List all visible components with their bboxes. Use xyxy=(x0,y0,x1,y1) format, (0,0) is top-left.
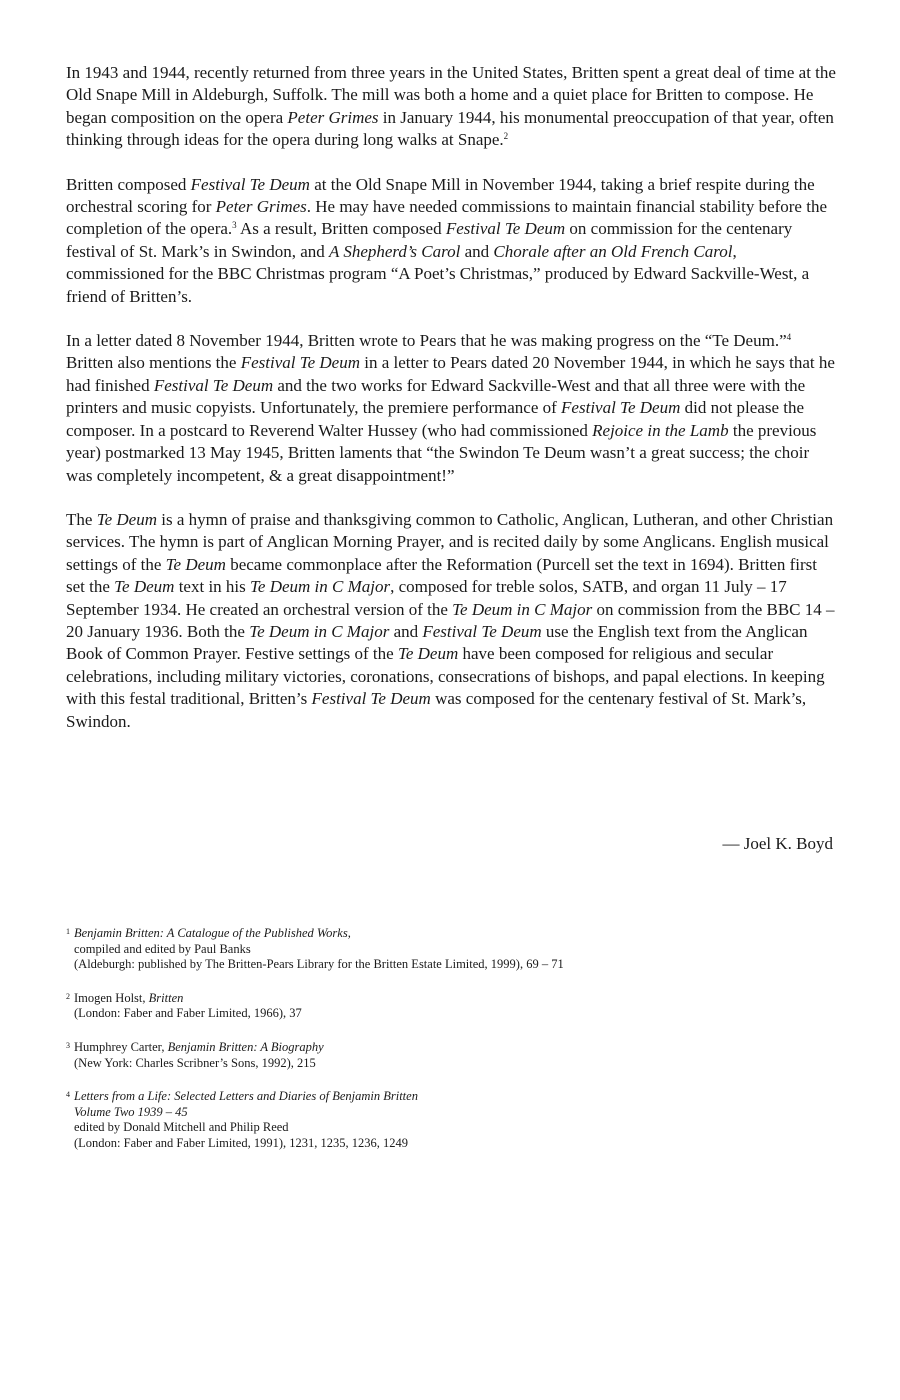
italic-title: Te Deum in C Major xyxy=(452,599,593,619)
footnote-line xyxy=(74,1136,846,1152)
text-run: (New York: Charles Scribner’s Sons, 1992), 215 xyxy=(74,1055,316,1070)
italic-title: Te Deum xyxy=(96,509,157,529)
text-run: Imogen Holst, xyxy=(74,990,149,1005)
footnote-ref: 3 xyxy=(232,220,237,231)
body-paragraph xyxy=(66,509,836,733)
text-run: compiled and edited by Paul Banks xyxy=(74,941,251,956)
footnote-line xyxy=(74,957,846,973)
text-run: is a hymn of praise and thanksgiving common to Catholic, Anglican, Lutheran, and other Christian services. The hymn is part of Anglican Morning Prayer, and is recited daily by some Anglicans. English musical settings of the xyxy=(66,509,834,574)
text-run: did not please the composer. In a postcard to Reverend Walter Hussey (who had commissioned xyxy=(66,398,805,440)
italic-title: Festival Te Deum xyxy=(153,375,274,395)
text-run: (Aldeburgh: published by The Britten-Pears Library for the Britten Estate Limited, 1999), 69 – 71 xyxy=(74,957,564,972)
italic-title: Te Deum xyxy=(397,644,459,664)
footnote-line xyxy=(74,1120,846,1136)
italic-title: Benjamin Britten: A Catalogue of the Published Works, xyxy=(74,926,351,940)
body-paragraph xyxy=(66,62,836,152)
footnote-line xyxy=(74,926,846,942)
text-run: and the two works for Edward Sackville-West and that all three were with the printers and music copyists. Unfortunately, the premiere performance of xyxy=(66,375,806,418)
text-run: In 1943 and 1944, recently returned from three years in the United States, Britten spent a great deal of time at the Old Snape Mill in Aldeburgh, Suffolk. The mill was both a home and a quiet place for Britten to compose. He began composition on the opera xyxy=(66,63,836,127)
italic-title: Rejoice in the Lamb xyxy=(592,420,729,440)
text-run: (London: Faber and Faber Limited, 1991), 1231, 1235, 1236, 1249 xyxy=(74,1135,408,1150)
footnote-line xyxy=(74,1089,846,1105)
italic-title: Peter Grimes xyxy=(215,197,307,217)
italic-title: Letters from a Life: Selected Letters and Diaries of Benjamin Britten xyxy=(74,1089,418,1104)
text-run: edited by Donald Mitchell and Philip Reed xyxy=(74,1120,289,1135)
text-run: text in his xyxy=(174,577,251,597)
footnote-line xyxy=(74,1105,846,1121)
text-run: in January 1944, his monumental preoccupation of that year, often thinking through ideas for the opera during long walks at Snape. xyxy=(66,107,834,150)
italic-title: Te Deum in C Major xyxy=(249,621,390,641)
italic-title: A Shepherd’s Carol xyxy=(329,241,461,261)
italic-title: Te Deum xyxy=(114,577,175,597)
text-run: at the Old Snape Mill in November 1944, taking a brief respite during the orchestral scoring for xyxy=(66,174,815,217)
footnote xyxy=(66,926,846,973)
italic-title: Festival Te Deum xyxy=(422,621,542,641)
text-run: and xyxy=(389,621,423,641)
text-run: The xyxy=(66,509,97,529)
footnote-line xyxy=(74,1056,846,1072)
footnote-line xyxy=(74,1040,846,1056)
italic-title: Britten xyxy=(148,990,184,1005)
footnote-line xyxy=(74,1006,846,1022)
text-run: As a result, Britten composed xyxy=(236,219,446,239)
italic-title: Peter Grimes xyxy=(287,107,379,127)
text-run: . He may have needed commissions to maintain financial stability before the completion of the opera. xyxy=(66,197,828,239)
text-run: became commonplace after the Reformation (Purcell set the text in 1694). Britten first set the xyxy=(66,554,817,597)
italic-title: Festival Te Deum xyxy=(190,174,310,194)
text-run: , composed for treble solos, SATB, and organ 11 July – 17 September 1934. He created an orchestral version of the xyxy=(66,577,787,619)
footnote xyxy=(66,991,846,1022)
footnote-mark: 2 xyxy=(66,991,70,1001)
text-run: use the English text from the Anglican Book of Common Prayer. Festive settings of the xyxy=(66,621,808,664)
italic-title: Festival Te Deum xyxy=(240,353,361,373)
author-signature: — Joel K. Boyd xyxy=(722,834,833,853)
footnote xyxy=(66,1040,846,1071)
text-run: the previous year) postmarked 13 May 1945, Britten laments that “the Swindon Te Deum wasn’t a great success; the choir was completely incompetent, & a great disappointment!” xyxy=(66,420,817,485)
italic-title: Te Deum xyxy=(165,554,226,574)
footnote-mark: 1 xyxy=(66,927,70,936)
text-run: (London: Faber and Faber Limited, 1966), 37 xyxy=(74,1006,302,1021)
italic-title: Festival Te Deum xyxy=(561,398,681,418)
text-run: on commission from the BBC 14 – 20 January 1936. Both the xyxy=(66,599,835,641)
footnote xyxy=(66,1089,846,1151)
text-run: on commission for the centenary festival of St. Mark’s in Swindon, and xyxy=(66,219,793,261)
body-paragraph xyxy=(66,174,836,308)
text-run: Humphrey Carter, xyxy=(74,1039,168,1054)
text-run: have been composed for religious and secular celebrations, including military victories, coronations, consecrations of bishops, and papal elections. In keeping with this festal traditional, Britten’s xyxy=(66,644,825,709)
italic-title: Volume Two 1939 – 45 xyxy=(74,1104,188,1119)
text-run: and xyxy=(460,241,494,261)
footnote-line xyxy=(74,942,846,958)
text-run: Britten also mentions the xyxy=(66,353,241,373)
footnote-line xyxy=(74,991,846,1007)
footnote-ref: 2 xyxy=(503,131,509,142)
body-paragraph xyxy=(66,330,836,487)
italic-title: Benjamin Britten: A Biography xyxy=(167,1039,324,1054)
text-run: Britten composed xyxy=(66,174,191,194)
italic-title: Festival Te Deum xyxy=(445,219,566,239)
footnotes xyxy=(66,926,846,1170)
italic-title: Festival Te Deum xyxy=(311,689,431,709)
text-run: In a letter dated 8 November 1944, Britten wrote to Pears that he was making progress on the “Te Deum.” xyxy=(66,331,787,351)
text-run: , commissioned for the BBC Christmas program “A Poet’s Christmas,” produced by Edward Sackville-West, a friend of Britten’s. xyxy=(66,241,810,306)
body-text xyxy=(66,62,836,755)
italic-title: Chorale after an Old French Carol xyxy=(493,241,733,261)
text-run: was composed for the centenary festival of St. Mark’s, Swindon. xyxy=(66,689,807,731)
footnote-mark: 3 xyxy=(66,1040,70,1050)
footnote-ref: 4 xyxy=(786,332,792,343)
text-run: in a letter to Pears dated 20 November 1944, in which he says that he had finished xyxy=(66,353,835,395)
footnote-mark: 4 xyxy=(66,1090,70,1100)
italic-title: Te Deum in C Major xyxy=(250,577,391,597)
